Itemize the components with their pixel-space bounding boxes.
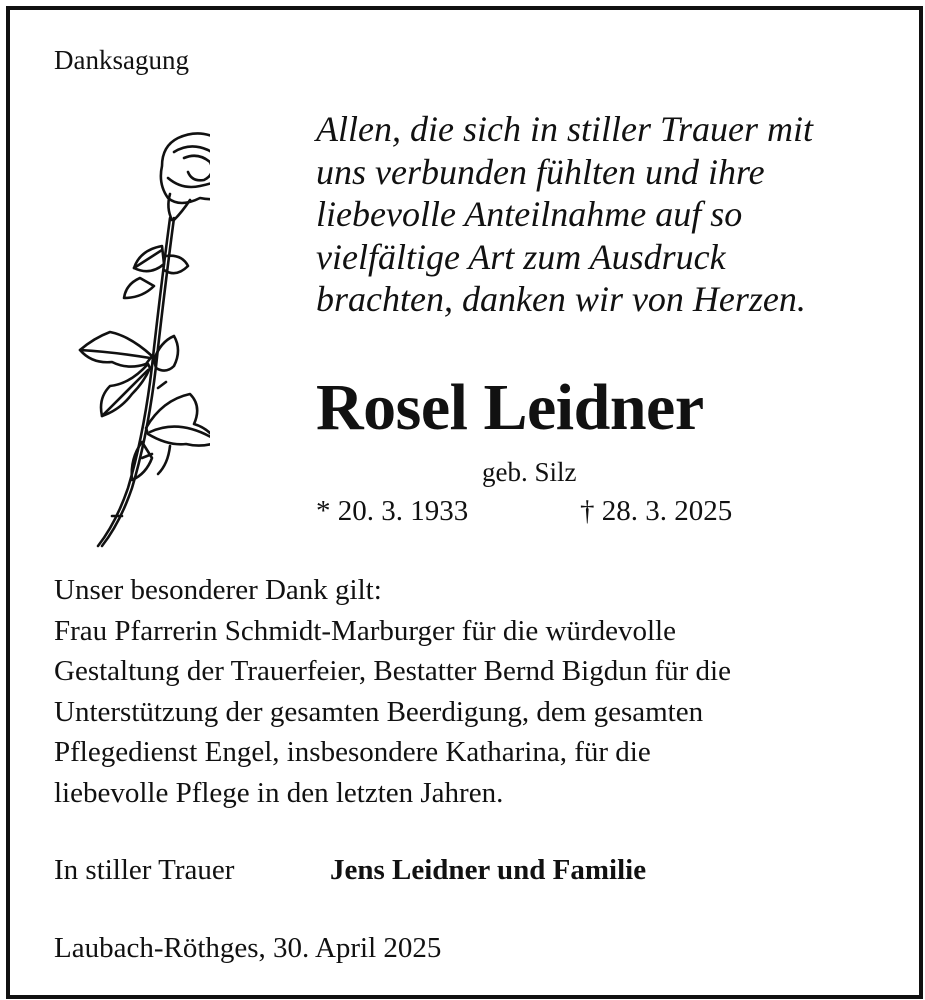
quote-line: liebevolle Anteilnahme auf so (316, 194, 743, 234)
thanks-line: Frau Pfarrerin Schmidt-Marburger für die würdevolle (54, 614, 676, 647)
obituary-card (6, 6, 923, 999)
quote-line: vielfältige Art zum Ausdruck (316, 236, 726, 277)
thanks-line: Pflegedienst Engel, insbesondere Katharina, für die (54, 736, 651, 768)
thanks-text (54, 570, 914, 813)
thanks-line: liebevolle Pflege in den letzten Jahren. (54, 776, 504, 809)
quote-line: uns verbunden fühlten und ihre (316, 151, 765, 192)
thanks-line: Unterstützung der gesamten Beerdigung, dem gesamten (54, 695, 704, 728)
header-label: Danksagung (54, 45, 189, 75)
place-date: Laubach-Röthges, 30. April 2025 (54, 932, 442, 964)
thanks-line: Unser besonderer Dank gilt: (54, 574, 382, 606)
mourners-names: Jens Leidner und Familie (330, 854, 647, 886)
rose-icon (50, 128, 210, 548)
birth-date: * 20. 3. 1933 (316, 495, 469, 527)
maiden-name: geb. Silz (482, 457, 577, 487)
mourning-label: In stiller Trauer (54, 854, 235, 886)
quote-line: Allen, die sich in stiller Trauer mit (316, 109, 813, 149)
quote (316, 108, 906, 321)
thanks-line: Gestaltung der Trauerfeier, Bestatter Bernd Bigdun für die (54, 655, 731, 687)
deceased-name: Rosel Leidner (316, 371, 704, 444)
quote-line: brachten, danken wir von Herzen. (316, 279, 806, 319)
death-date: † 28. 3. 2025 (580, 495, 733, 527)
